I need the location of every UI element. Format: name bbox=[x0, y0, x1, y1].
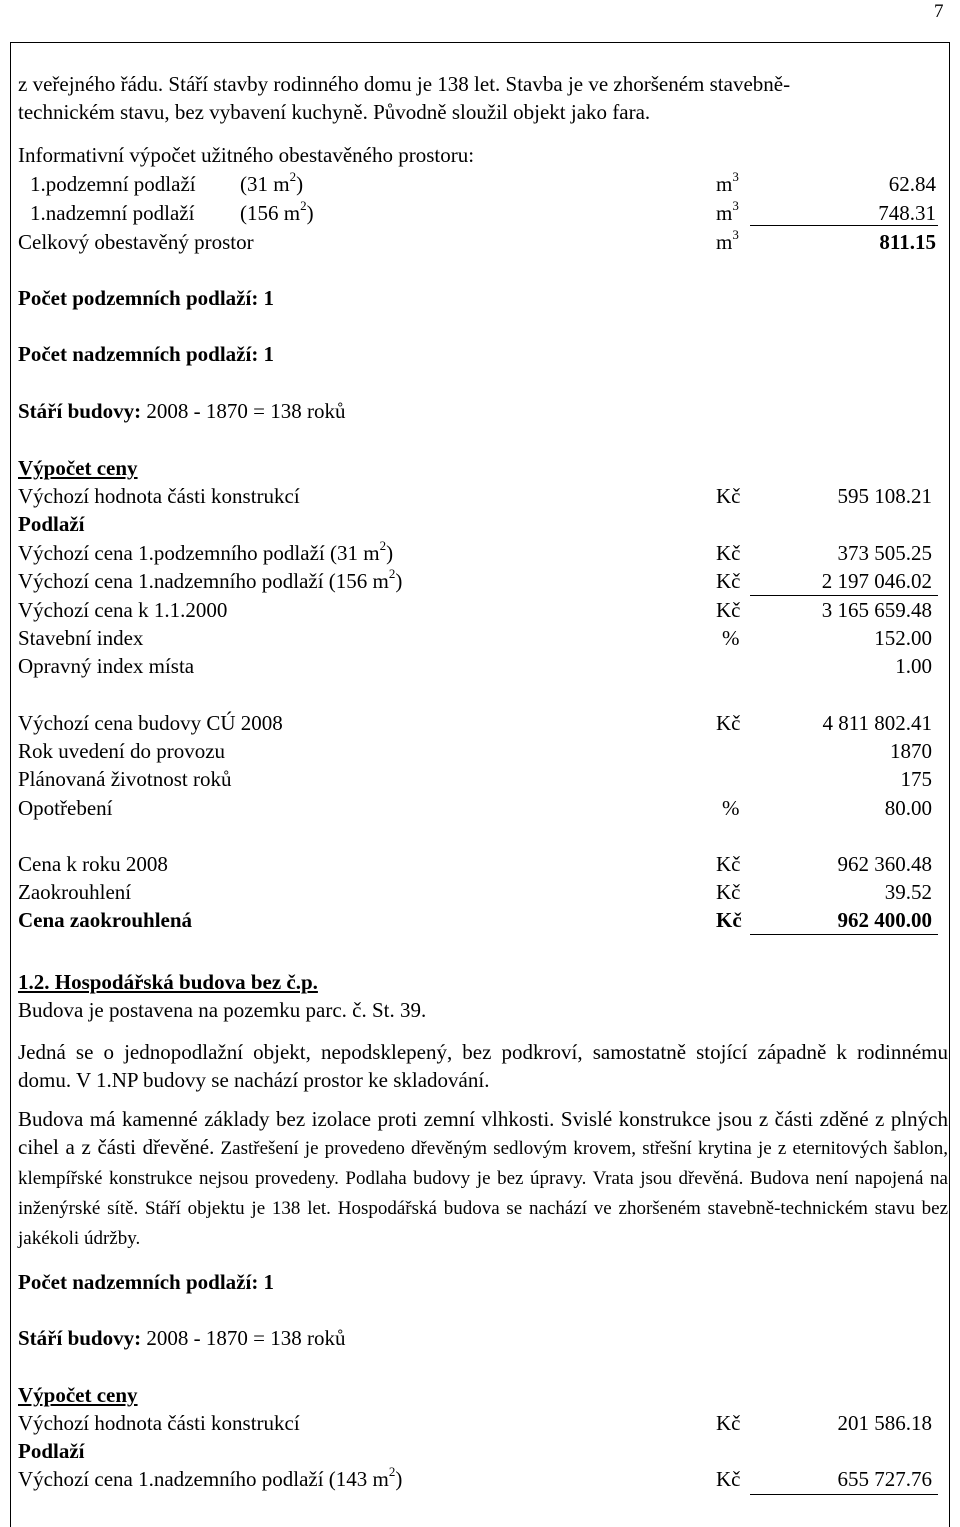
intro-line-2: technickém stavu, bez vybavení kuchyně. Původně sloužil objekt jako fara. bbox=[18, 100, 651, 124]
ob-calc-heading: Výpočet ceny bbox=[18, 1383, 138, 1407]
intro-line-1: z veřejného řádu. Stáří stavby rodinného domu je 138 let. Stavba je ve zhoršeném stavebně- bbox=[18, 72, 791, 96]
row-label: Výchozí cena 1.nadzemního podlaží (143 $m^2$) bbox=[18, 1464, 403, 1491]
parcel-text: Budova je postavena na pozemku parc. č. St. 39. bbox=[18, 998, 427, 1022]
row-label: Cena zaokrouhlená bbox=[18, 908, 193, 932]
section-heading: 1.2. Hospodářská budova bez č.p. bbox=[18, 970, 318, 994]
row-label: Rok uvedení do provozu bbox=[18, 739, 226, 763]
row-unit: Kč bbox=[716, 484, 741, 508]
row-value: 39.52 bbox=[884, 880, 932, 904]
row-value: 2 197 046.02 bbox=[821, 569, 932, 593]
volume-row-unit: $m^3$ bbox=[716, 198, 739, 225]
volume-heading: Informativní výpočet užitného obestavěného prostoru: bbox=[18, 143, 475, 167]
above-floors: Počet nadzemních podlaží: 1 bbox=[18, 342, 275, 366]
row-value: 373 505.25 bbox=[837, 541, 932, 565]
row-value: 1870 bbox=[890, 739, 932, 763]
row-unit: Kč bbox=[716, 541, 741, 565]
row-label: Opravný index místa bbox=[18, 654, 195, 678]
volume-sum-line bbox=[750, 225, 938, 226]
row-unit: Kč bbox=[716, 880, 741, 904]
ob-building-age bbox=[18, 1328, 345, 1349]
row-label: Stavební index bbox=[18, 626, 144, 650]
ob-age-label: Stáří budovy: bbox=[18, 1326, 142, 1350]
page-number: 7 bbox=[934, 1, 944, 22]
row-unit: Kč bbox=[716, 711, 741, 735]
row-unit: Kč bbox=[716, 1467, 741, 1491]
ob-floors-heading: Podlaží bbox=[18, 1439, 85, 1463]
ob-age-value: 2008 - 1870 = 138 roků bbox=[146, 1326, 346, 1350]
row-value: 4 811 802.41 bbox=[822, 711, 932, 735]
row-label: Výchozí cena 1.nadzemního podlaží (156 $m^2$) bbox=[18, 566, 403, 593]
description-part-a: Budova má kamenné základy bez izolace proti zemní vlhkosti. Svislé konstrukce jsou z části zděné z plných cihel a z části dřevěné. bbox=[18, 1107, 948, 1159]
row-unit: Kč bbox=[716, 908, 742, 932]
calc-heading: Výpočet ceny bbox=[18, 456, 138, 480]
underground-floors: Počet podzemních podlaží: 1 bbox=[18, 286, 275, 310]
row-value: 962 400.00 bbox=[837, 908, 932, 932]
final-price-line bbox=[750, 934, 938, 935]
description-paragraph-1: Jedná se o jednopodlažní objekt, nepodsklepený, bez podkroví, samostatně stojící západně k rodinnému domu. V 1.NP budovy se nachází prostor ke skladování. bbox=[18, 1040, 948, 1092]
building-age-value: 2008 - 1870 = 138 roků bbox=[146, 399, 346, 423]
floors-heading: Podlaží bbox=[18, 512, 85, 536]
row-unit: % bbox=[722, 796, 740, 820]
row-unit: Kč bbox=[716, 569, 741, 593]
row-value: 175 bbox=[900, 767, 932, 791]
row-unit: Kč bbox=[716, 852, 741, 876]
volume-row-value: 62.84 bbox=[888, 172, 936, 196]
row-value: 655 727.76 bbox=[837, 1467, 932, 1491]
volume-total-label: Celkový obestavěný prostor bbox=[18, 230, 254, 254]
row-value: 80.00 bbox=[884, 796, 932, 820]
row-label: Výchozí hodnota části konstrukcí bbox=[18, 484, 300, 508]
floors-sum-line bbox=[750, 595, 938, 596]
row-label: Výchozí cena budovy CÚ 2008 bbox=[18, 711, 283, 735]
row-label: Opotřebení bbox=[18, 796, 113, 820]
building-age-label: Stáří budovy: bbox=[18, 399, 142, 423]
row-unit: % bbox=[722, 626, 740, 650]
row-value: 152.00 bbox=[874, 626, 932, 650]
building-age bbox=[18, 401, 345, 422]
volume-row-area: (156 $m^2$) bbox=[240, 198, 314, 225]
volume-row-value: 748.31 bbox=[878, 201, 936, 225]
row-label: Cena k roku 2008 bbox=[18, 852, 168, 876]
row-value: 595 108.21 bbox=[837, 484, 932, 508]
row-label: Výchozí hodnota části konstrukcí bbox=[18, 1411, 300, 1435]
row-label: Zaokrouhlení bbox=[18, 880, 132, 904]
row-value: 962 360.48 bbox=[837, 852, 932, 876]
volume-row-label: 1.nadzemní podlaží bbox=[30, 201, 195, 225]
row-value: 1.00 bbox=[895, 654, 932, 678]
row-unit: Kč bbox=[716, 1411, 741, 1435]
volume-row-unit: $m^3$ bbox=[716, 169, 739, 196]
description-paragraph-2 bbox=[18, 1105, 948, 1253]
row-label: Výchozí cena k 1.1.2000 bbox=[18, 598, 228, 622]
ob-floor-line bbox=[750, 1494, 938, 1495]
volume-row-area: (31 $m^2$) bbox=[240, 169, 304, 196]
row-unit: Kč bbox=[716, 598, 741, 622]
volume-total-value: 811.15 bbox=[879, 230, 936, 254]
row-value: 3 165 659.48 bbox=[821, 598, 932, 622]
volume-row-label: 1.podzemní podlaží bbox=[30, 172, 196, 196]
ob-above-floors: Počet nadzemních podlaží: 1 bbox=[18, 1270, 275, 1294]
volume-total-unit: $m^3$ bbox=[716, 227, 739, 254]
row-label: Výchozí cena 1.podzemního podlaží (31 $m^2$) bbox=[18, 538, 394, 565]
row-label: Plánovaná životnost roků bbox=[18, 767, 232, 791]
description-part-b: Zastřešení je provedeno dřevěným sedlovým krovem, střešní krytina je z eternitových šablon, klempířské konstrukce nejsou provedeny. Podlaha budovy je bez úpravy. Vrata jsou dřevěná. Budova není napojená na inženýrské sítě. Stáří objektu je 138 let. Hospodářská budova se nachází ve zhoršeném stavebně-technickém stavu bez jakékoli údržby. bbox=[18, 1138, 948, 1249]
row-value: 201 586.18 bbox=[837, 1411, 932, 1435]
